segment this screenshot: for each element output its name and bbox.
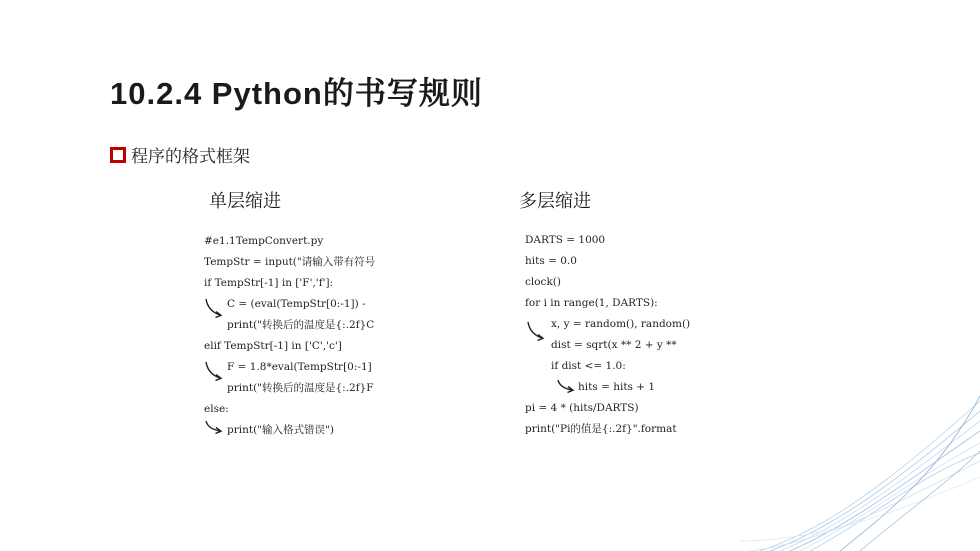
- code-line: #e1.1TempConvert.py: [204, 235, 324, 247]
- code-line: TempStr = input("请输入带有符号: [204, 256, 376, 268]
- code-line: hits = 0.0: [525, 255, 577, 267]
- indent-arrow-icon: [556, 378, 576, 400]
- page-title: 10.2.4 Python的书写规则: [110, 76, 483, 111]
- section-bullet: [110, 142, 250, 167]
- code-line: print("输入格式错误"): [227, 424, 334, 436]
- code-line: C = (eval(TempStr[0:-1]) -: [227, 298, 366, 310]
- indent-arrow-icon: [204, 360, 224, 382]
- code-line: print("转换后的温度是{:.2f}F: [227, 382, 374, 394]
- left-column-heading: 单层缩进: [209, 191, 281, 212]
- indent-arrow-icon: [204, 419, 224, 441]
- code-line: for i in range(1, DARTS):: [525, 297, 658, 309]
- code-line: else:: [204, 403, 229, 415]
- code-line: DARTS = 1000: [525, 234, 606, 246]
- section-label: 程序的格式框架: [131, 147, 250, 167]
- multi-indent-code-block: [525, 232, 715, 444]
- code-line: print("Pi的值是{:.2f}".format: [525, 423, 677, 435]
- right-column-heading: 多层缩进: [519, 191, 591, 212]
- code-line: print("转换后的温度是{:.2f}C: [227, 319, 375, 331]
- wave-decoration: [740, 391, 980, 551]
- code-line: pi = 4 * (hits/DARTS): [525, 402, 639, 414]
- code-line: F = 1.8*eval(TempStr[0:-1]: [227, 361, 372, 373]
- code-line: if dist <= 1.0:: [551, 360, 626, 372]
- indent-arrow-icon: [204, 297, 224, 319]
- square-bullet-icon: [110, 147, 126, 163]
- code-line: if TempStr[-1] in ['F','f']:: [204, 277, 334, 289]
- code-line: elif TempStr[-1] in ['C','c']: [204, 340, 342, 352]
- code-line: clock(): [525, 276, 561, 288]
- code-line: dist = sqrt(x ** 2 + y **: [551, 339, 677, 351]
- indent-arrow-icon: [526, 320, 546, 342]
- code-line: x, y = random(), random(): [551, 318, 691, 330]
- single-indent-code-block: [204, 233, 410, 445]
- code-line: hits = hits + 1: [578, 381, 656, 393]
